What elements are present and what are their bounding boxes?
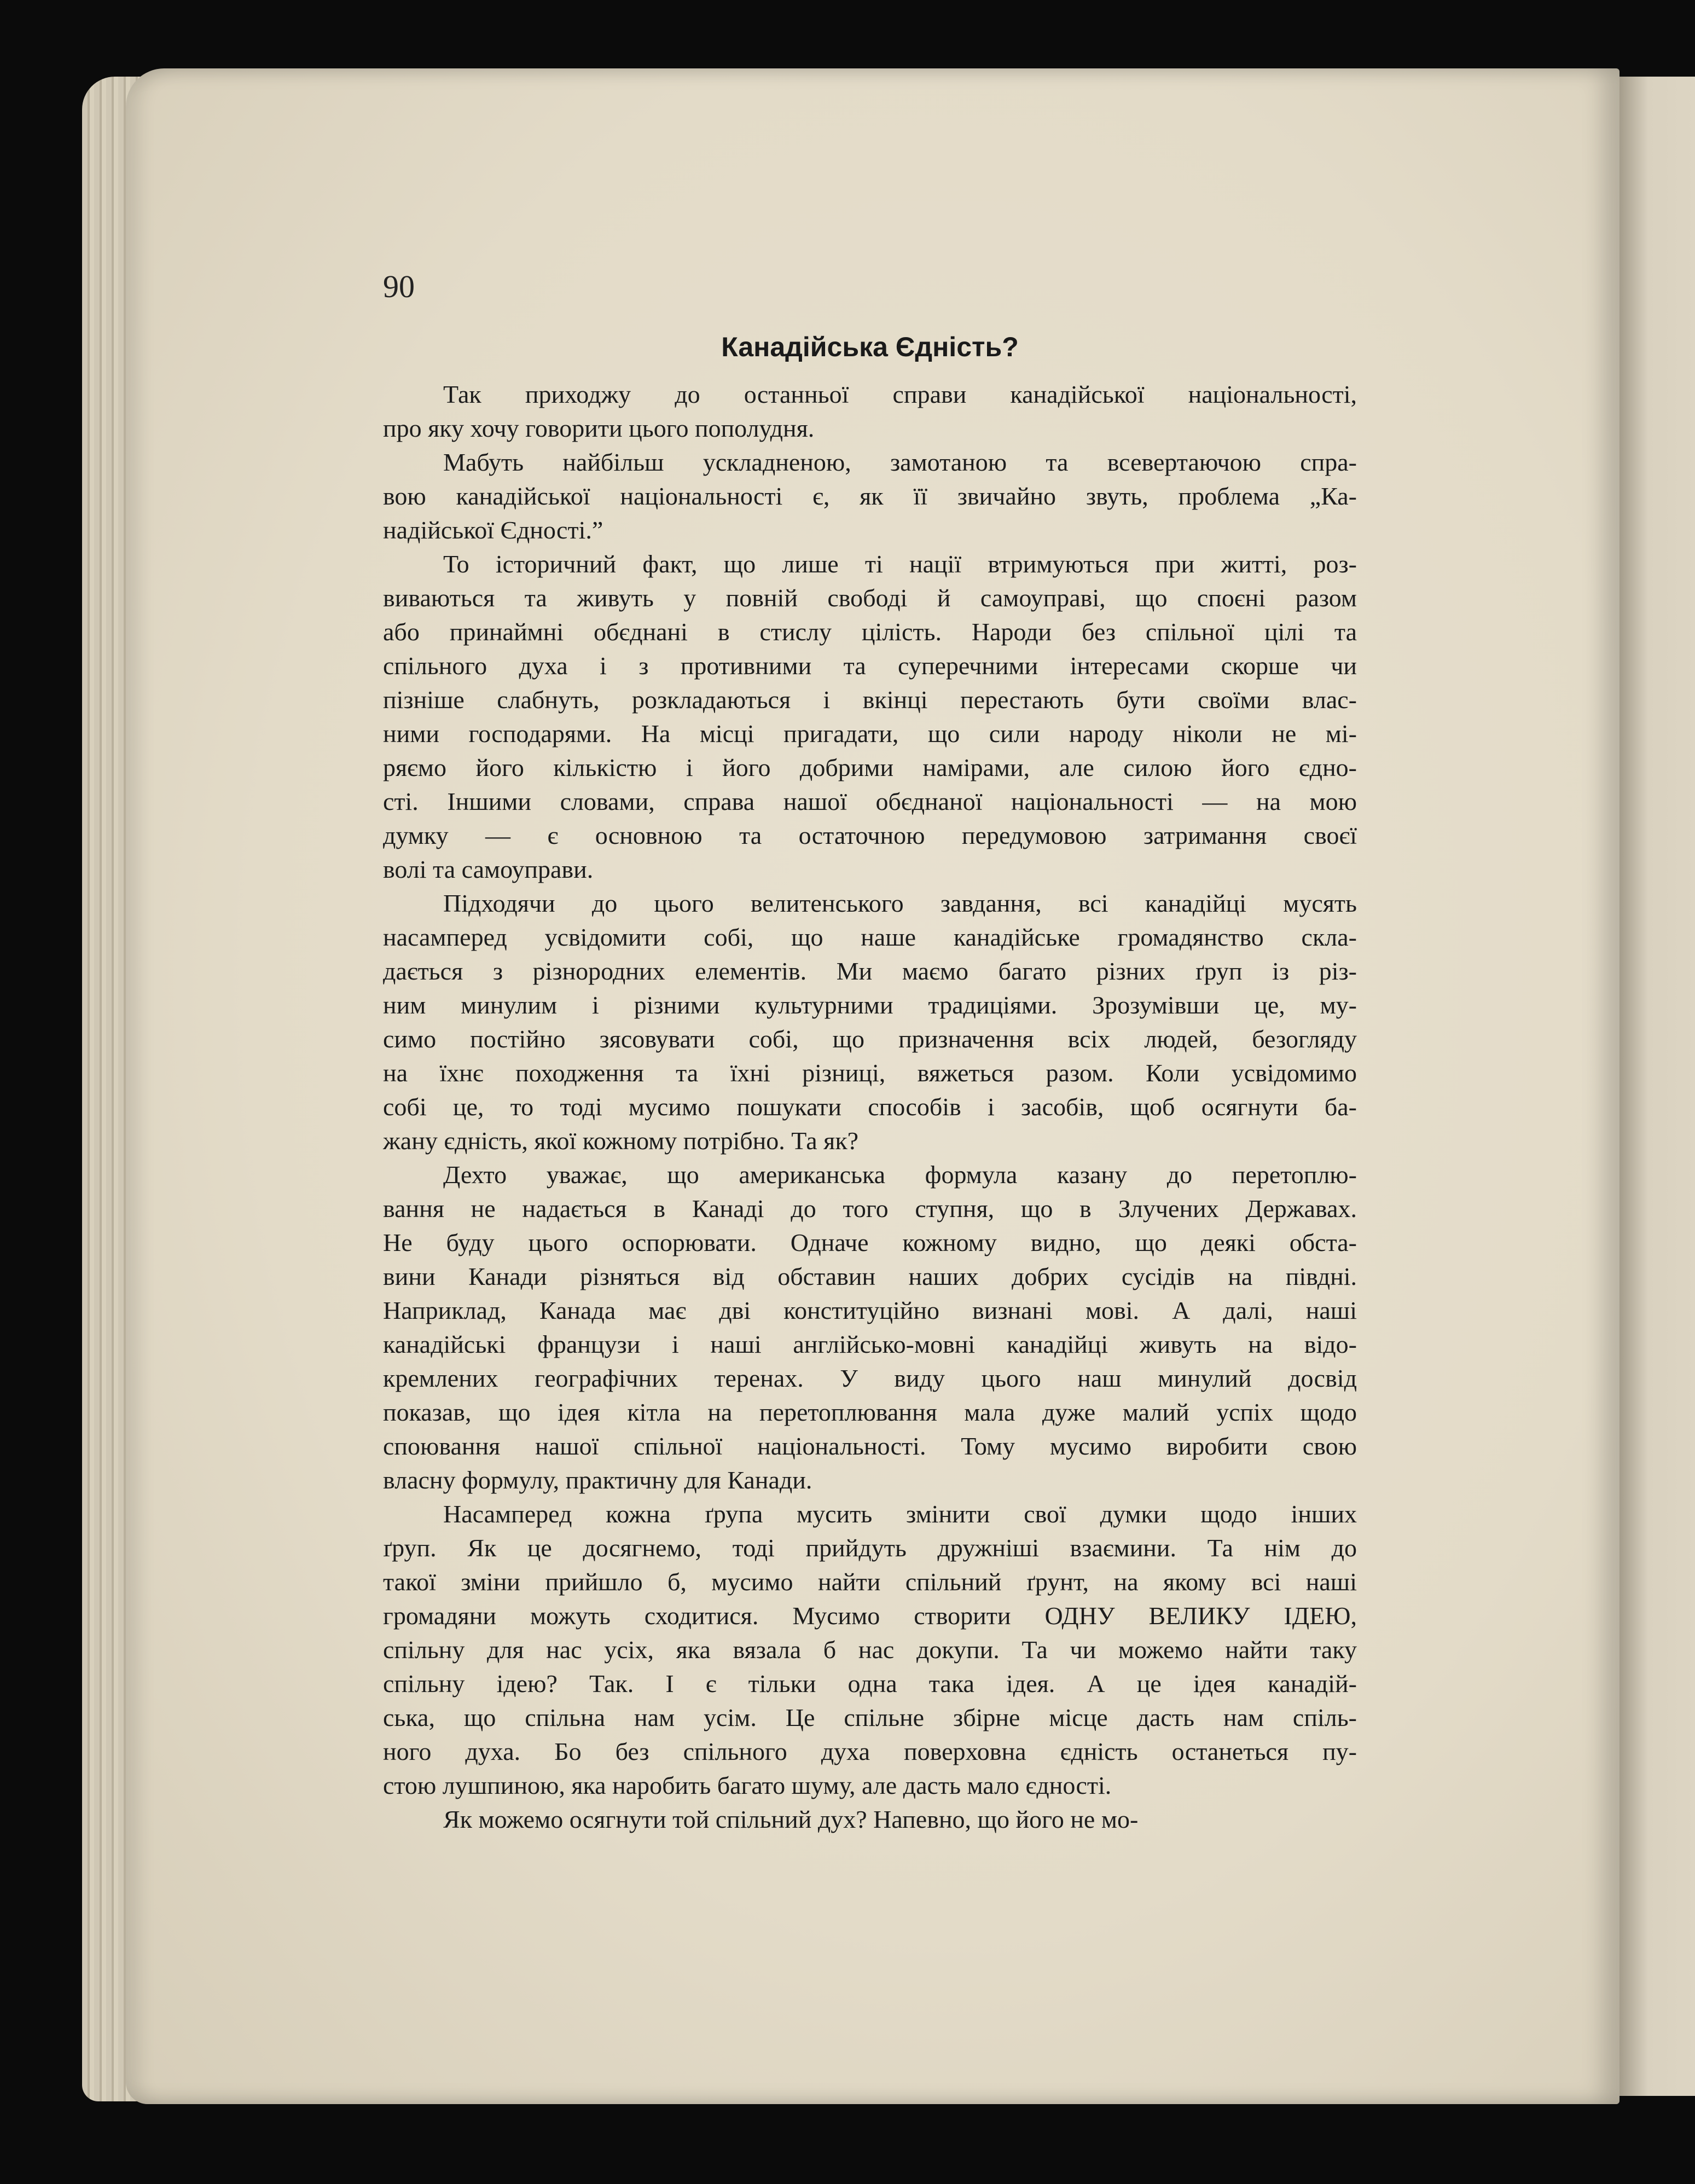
text-line: виваються та живуть у повній свободі й самоуправі, що споєні разом: [383, 584, 1357, 612]
text-line: такої зміни прийшло б, мусимо найти спільний ґрунт, на якому всі наші: [383, 1568, 1357, 1596]
text-line: Насамперед кожна ґрупа мусить змінити свої думки щодо інших: [443, 1500, 1357, 1528]
text-line: жану єдність, якої кожному потрібно. Та як?: [383, 1127, 859, 1155]
text-line: канадійські французи і наші англійсько-мовні канадійці живуть на відо-: [383, 1330, 1357, 1358]
text-line: споювання нашої спільної національності. Тому мусимо виробити свою: [383, 1432, 1357, 1460]
text-line: сті. Іншими словами, справа нашої обєднаної національності — на мою: [383, 787, 1357, 815]
text-line: ґруп. Як це досягнемо, тоді прийдуть дружніші взаємини. Та нім до: [383, 1534, 1357, 1562]
text-line: Мабуть найбільш ускладненою, замотаною та всевертаючою спра-: [443, 448, 1357, 476]
text-line: ним минулим і різними культурними традиціями. Зрозумівши це, му-: [383, 991, 1357, 1019]
text-line: вини Канади різняться від обставин наших добрих сусідів на півдні.: [383, 1262, 1357, 1290]
body-text: [383, 378, 1357, 1837]
text-line: То історичний факт, що лише ті нації втримуються при житті, роз-: [443, 550, 1357, 578]
text-line: Так приходжу до останньої справи канадійської національності,: [443, 380, 1357, 408]
text-line: волі та самоуправи.: [383, 855, 594, 883]
paragraph: [383, 1158, 1357, 1497]
text-line: пізніше слабнуть, розкладаються і вкінці перестають бути своїми влас-: [383, 686, 1357, 714]
text-line: ного духа. Бо без спільного духа поверховна єдність останеться пу-: [383, 1737, 1357, 1765]
text-line: Не буду цього оспорювати. Одначе кожному видно, що деякі обста-: [383, 1229, 1357, 1256]
text-line: спільну ідею? Так. І є тільки одна така ідея. А це ідея канадій-: [383, 1670, 1357, 1698]
text-line: ряємо його кількістю і його добрими намірами, але силою його єдно-: [383, 754, 1357, 781]
text-line: про яку хочу говорити цього пополудня.: [383, 414, 815, 442]
text-line: Дехто уважає, що американська формула казану до перетоплю-: [443, 1161, 1357, 1189]
text-line: спільну для нас усіх, яка вязала б нас докупи. Та чи можемо найти таку: [383, 1636, 1357, 1664]
text-line: Наприклад, Канада має дві конституційно визнані мові. А далі, наші: [383, 1296, 1357, 1324]
text-line: надійської Єдності.”: [383, 516, 603, 544]
text-line: ська, що спільна нам усім. Це спільне збірне місце дасть нам спіль-: [383, 1704, 1357, 1731]
text-line: вання не надається в Канаді до того ступня, що в Злучених Державах.: [383, 1195, 1357, 1223]
text-line: або принаймні обєднані в стислу цілість. Народи без спільної цілі та: [383, 618, 1357, 646]
paragraph: [383, 1803, 1357, 1837]
paragraph: [383, 445, 1357, 547]
paragraph: [383, 887, 1357, 1158]
text-line: стою лушпиною, яка наробить багато шуму, але дасть мало єдності.: [383, 1771, 1112, 1799]
text-line: Підходячи до цього велитенського завдання, всі канадійці мусять: [443, 889, 1357, 917]
text-line: насамперед усвідомити собі, що наше канадійське громадянство скла-: [383, 923, 1357, 951]
text-line: спільного духа і з противними та суперечними інтересами скорше чи: [383, 652, 1357, 680]
chapter-title: Канадійська Єдність?: [721, 332, 1019, 362]
paragraph: [383, 547, 1357, 887]
page-number: 90: [383, 269, 415, 304]
text-line: власну формулу, практичну для Канади.: [383, 1466, 812, 1494]
text-line: симо постійно зясовувати собі, що призначення всіх людей, безогляду: [383, 1025, 1357, 1053]
text-line: Як можемо осягнути той спільний дух? Напевно, що його не мо-: [443, 1805, 1139, 1833]
text-line: на їхнє походження та їхні різниці, вяжеться разом. Коли усвідомимо: [383, 1059, 1357, 1087]
paragraph: [383, 378, 1357, 445]
text-line: думку — є основною та остаточною передумовою затримання своєї: [383, 821, 1357, 849]
text-line: вою канадійської національності є, як її звичайно звуть, проблема „Ка-: [383, 482, 1357, 510]
text-line: ними господарями. На місці пригадати, що сили народу ніколи не мі-: [383, 720, 1357, 748]
text-line: собі це, то тоді мусимо пошукати способів і засобів, щоб осягнути ба-: [383, 1093, 1357, 1121]
text-line: громадяни можуть сходитися. Мусимо створити ОДНУ ВЕЛИКУ ІДЕЮ,: [383, 1602, 1357, 1630]
text-line: кремлених географічних теренах. У виду цього наш минулий досвід: [383, 1364, 1357, 1392]
paragraph: [383, 1497, 1357, 1803]
next-page-edge: [1617, 77, 1695, 2096]
text-line: показав, що ідея кітла на перетоплювання мала дуже малий успіх щодо: [383, 1398, 1357, 1426]
text-line: дається з різнородних елементів. Ми маємо багато різних ґруп із різ-: [383, 957, 1357, 985]
